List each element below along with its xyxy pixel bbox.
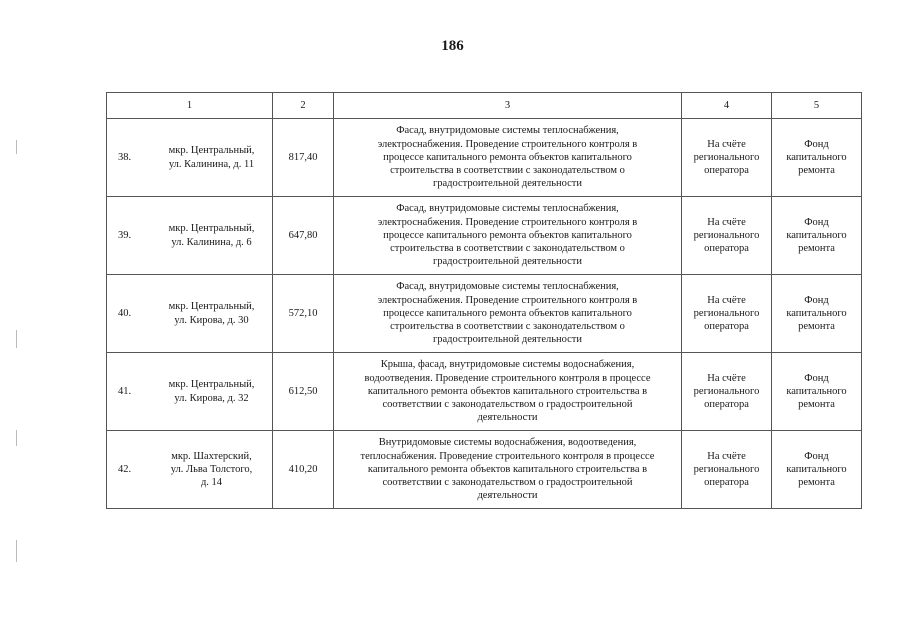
fund-line: ремонта xyxy=(798,399,835,411)
works-line: капитального ремонта объектов капитального строительства в xyxy=(367,463,648,475)
status-cell xyxy=(682,119,772,197)
table-row xyxy=(107,119,862,197)
works-line: деятельности xyxy=(477,412,538,424)
row-number: 41. xyxy=(118,385,132,397)
table-row xyxy=(107,431,862,509)
header-cell: 2 xyxy=(273,93,334,119)
status-cell xyxy=(682,275,772,353)
address-line: ул. Калинина, д. 6 xyxy=(171,236,252,248)
status-line: оператора xyxy=(704,399,749,411)
fund-line: Фонд xyxy=(804,216,829,228)
status-line: На счёте xyxy=(707,372,746,384)
fund-line: Фонд xyxy=(804,450,829,462)
status-cell xyxy=(682,197,772,275)
table-row xyxy=(107,275,862,353)
scan-speck xyxy=(16,140,17,154)
fund-line: капитального xyxy=(786,307,847,319)
works-line: деятельности xyxy=(477,490,538,502)
row-number: 38. xyxy=(118,151,132,163)
fund-line: ремонта xyxy=(798,243,835,255)
address-cell xyxy=(107,275,273,353)
address-line: мкр. Центральный, xyxy=(168,223,255,235)
works-line: градостроительной деятельности xyxy=(432,334,583,346)
fund-line: Фонд xyxy=(804,138,829,150)
works-line: электроснабжения. Проведение строительного контроля в xyxy=(377,294,638,306)
row-number: 42. xyxy=(118,463,132,475)
area-cell: 612,50 xyxy=(273,353,334,431)
status-line: оператора xyxy=(704,321,749,333)
works-line: процессе капитального ремонта объектов капитального xyxy=(383,151,632,163)
fund-line: Фонд xyxy=(804,372,829,384)
fund-cell xyxy=(772,119,862,197)
table-row xyxy=(107,353,862,431)
address-line: ул. Кирова, д. 32 xyxy=(174,392,249,404)
status-line: На счёте xyxy=(707,138,746,150)
status-line: регионального xyxy=(693,307,760,319)
fund-line: ремонта xyxy=(798,321,835,333)
works-line: Фасад, внутридомовые системы теплоснабжения, xyxy=(396,281,619,293)
fund-cell xyxy=(772,275,862,353)
works-line: процессе капитального ремонта объектов капитального xyxy=(383,229,632,241)
address-line: мкр. Центральный, xyxy=(168,145,255,157)
area-cell: 410,20 xyxy=(273,431,334,509)
works-cell xyxy=(334,275,682,353)
status-line: оператора xyxy=(704,165,749,177)
address-line: мкр. Центральный, xyxy=(168,379,255,391)
works-cell xyxy=(334,431,682,509)
page-number: 186 xyxy=(441,38,464,54)
status-line: На счёте xyxy=(707,450,746,462)
address-cell xyxy=(107,197,273,275)
works-cell xyxy=(334,197,682,275)
works-line: градостроительной деятельности xyxy=(432,256,583,268)
works-line: капитального ремонта объектов капитального строительства в xyxy=(367,385,648,397)
works-line: Внутридомовые системы водоснабжения, водоотведения, xyxy=(378,437,637,449)
works-line: соответствии с законодательством о градостроительной xyxy=(382,399,633,411)
status-line: регионального xyxy=(693,229,760,241)
works-line: строительства в соответствии с законодательством о xyxy=(390,321,625,333)
status-line: регионального xyxy=(693,151,760,163)
scan-speck xyxy=(16,540,17,562)
fund-line: Фонд xyxy=(804,294,829,306)
address-line: ул. Льва Толстого, xyxy=(170,463,253,475)
fund-line: ремонта xyxy=(798,477,835,489)
address-cell xyxy=(107,353,273,431)
address-line: ул. Калинина, д. 11 xyxy=(168,158,255,170)
area-cell: 817,40 xyxy=(273,119,334,197)
status-line: оператора xyxy=(704,477,749,489)
works-line: Фасад, внутридомовые системы теплоснабжения, xyxy=(396,203,619,215)
works-cell xyxy=(334,119,682,197)
status-line: На счёте xyxy=(707,294,746,306)
fund-cell xyxy=(772,197,862,275)
address-line: мкр. Центральный, xyxy=(168,301,255,313)
repair-table xyxy=(106,92,862,509)
works-line: процессе капитального ремонта объектов капитального xyxy=(383,307,632,319)
address-cell xyxy=(107,119,273,197)
header-cell: 1 xyxy=(107,93,273,119)
scan-speck xyxy=(16,430,17,446)
fund-line: капитального xyxy=(786,385,847,397)
works-line: Фасад, внутридомовые системы теплоснабжения, xyxy=(396,125,619,137)
scan-speck xyxy=(16,330,17,348)
status-line: регионального xyxy=(693,463,760,475)
fund-line: капитального xyxy=(786,229,847,241)
area-cell: 647,80 xyxy=(273,197,334,275)
works-line: соответствии с законодательством о градостроительной xyxy=(382,477,633,489)
header-cell: 5 xyxy=(772,93,862,119)
fund-line: капитального xyxy=(786,463,847,475)
works-line: водоотведения. Проведение строительного контроля в процессе xyxy=(364,372,651,384)
address-line: мкр. Шахтерский, xyxy=(171,450,252,462)
header-cell: 4 xyxy=(682,93,772,119)
works-line: теплоснабжения. Проведение строительного контроля в процессе xyxy=(360,450,655,462)
fund-line: капитального xyxy=(786,151,847,163)
fund-cell xyxy=(772,431,862,509)
header-cell: 3 xyxy=(334,93,682,119)
works-line: градостроительной деятельности xyxy=(432,178,583,190)
table-row xyxy=(107,197,862,275)
area-cell: 572,10 xyxy=(273,275,334,353)
works-line: Крыша, фасад, внутридомовые системы водоснабжения, xyxy=(380,359,635,371)
status-line: На счёте xyxy=(707,216,746,228)
works-line: строительства в соответствии с законодательством о xyxy=(390,165,625,177)
address-line: ул. Кирова, д. 30 xyxy=(174,314,249,326)
status-cell xyxy=(682,353,772,431)
works-line: электроснабжения. Проведение строительного контроля в xyxy=(377,138,638,150)
table-header-row xyxy=(107,93,862,119)
status-line: оператора xyxy=(704,243,749,255)
status-line: регионального xyxy=(693,385,760,397)
works-cell xyxy=(334,353,682,431)
row-number: 39. xyxy=(118,229,132,241)
fund-cell xyxy=(772,353,862,431)
row-number: 40. xyxy=(118,307,132,319)
fund-line: ремонта xyxy=(798,165,835,177)
status-cell xyxy=(682,431,772,509)
works-line: строительства в соответствии с законодательством о xyxy=(390,243,625,255)
address-line: д. 14 xyxy=(200,477,223,489)
address-cell xyxy=(107,431,273,509)
works-line: электроснабжения. Проведение строительного контроля в xyxy=(377,216,638,228)
